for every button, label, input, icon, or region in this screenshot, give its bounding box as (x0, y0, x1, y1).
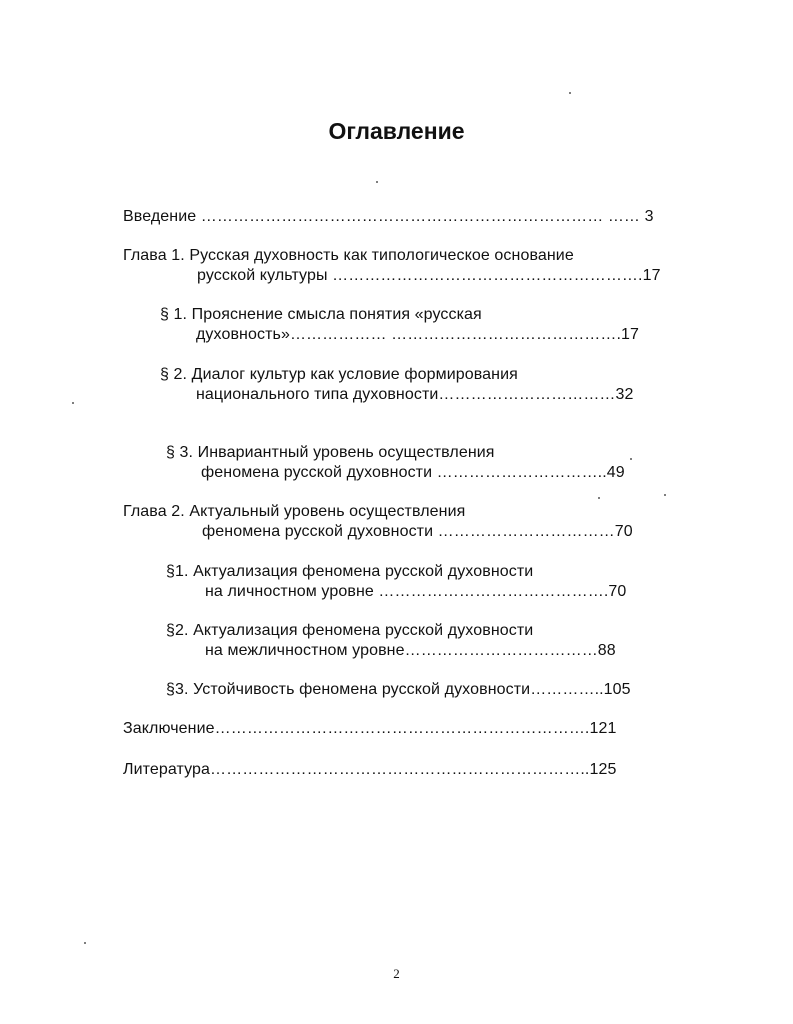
scan-speck (569, 92, 571, 94)
scan-speck (630, 458, 632, 460)
scan-speck (664, 494, 666, 496)
toc-entry-chapter-1-cont: русской культуры ………………………………………………….17 (197, 267, 661, 284)
page-title: Оглавление (328, 118, 465, 144)
toc-entry-section-2-2: §2. Актуализация феномена русской духовности (166, 622, 534, 639)
toc-entry-section-2-1: §1. Актуализация феномена русской духовности (166, 563, 534, 580)
toc-entry-section-1-2: § 2. Диалог культур как условие формирования (160, 366, 518, 383)
toc-entry-section-1-1: § 1. Прояснение смысла понятия «русская (160, 306, 482, 323)
toc-entry-chapter-2: Глава 2. Актуальный уровень осуществления (123, 503, 466, 520)
scan-speck (598, 497, 600, 499)
toc-entry-section-1-2-cont: национального типа духовности……………………………32 (196, 386, 634, 403)
toc-entry-chapter-2-cont: феномена русской духовности ……………………………70 (202, 523, 633, 540)
scan-speck (84, 942, 86, 944)
scan-speck (72, 402, 74, 404)
toc-entry-section-2-2-cont: на межличностном уровне………………………………88 (205, 642, 616, 659)
toc-entry-introduction: Введение ………………………………………………………………… …… 3 (123, 208, 654, 225)
toc-entry-chapter-1: Глава 1. Русская духовность как типологическое основание (123, 247, 574, 264)
toc-entry-section-2-3: §3. Устойчивость феномена русской духовности…………..105 (166, 681, 631, 698)
toc-entry-conclusion: Заключение…………………………………………………………….121 (123, 720, 617, 737)
toc-entry-section-1-1-cont: духовность»……………… …………………………………….17 (196, 326, 640, 343)
toc-entry-bibliography: Литература……………………………………………………………..125 (123, 761, 617, 778)
toc-entry-section-2-1-cont: на личностном уровне …………………………………….70 (205, 583, 627, 600)
toc-entry-section-1-3-cont: феномена русской духовности …………………………..49 (201, 464, 625, 481)
page-number: 2 (393, 966, 400, 981)
toc-entry-section-1-3: § 3. Инвариантный уровень осуществления (166, 444, 495, 461)
scan-speck (376, 181, 378, 183)
